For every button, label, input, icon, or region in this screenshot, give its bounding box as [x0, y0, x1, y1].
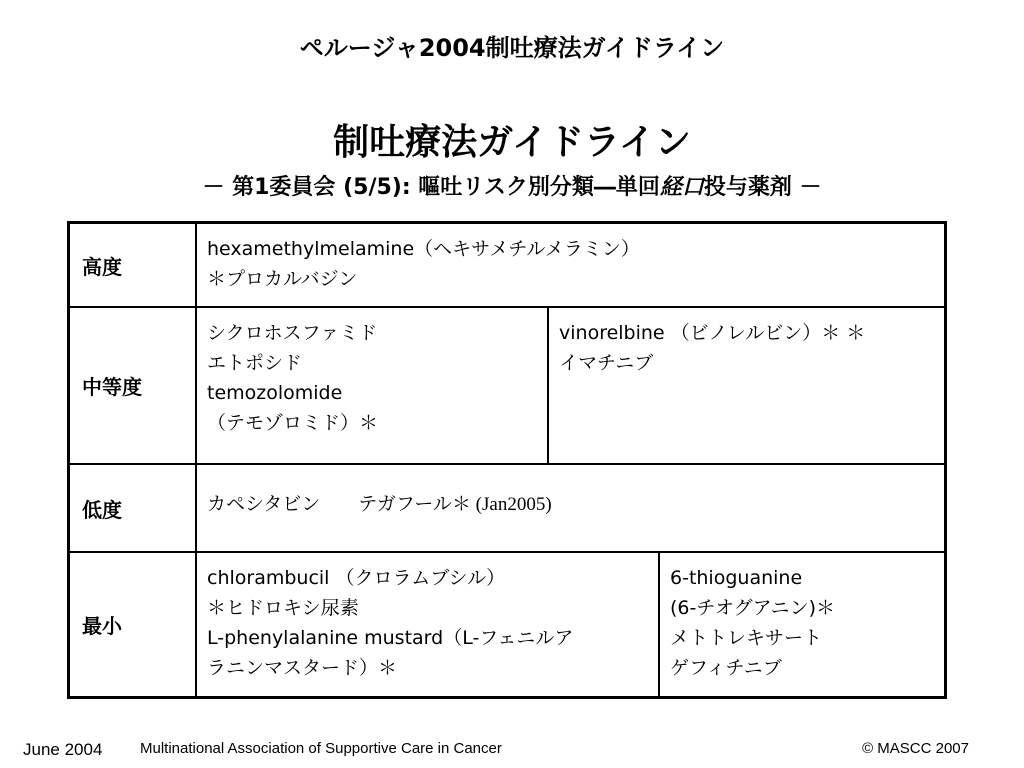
risk-label-high: 高度 [70, 224, 197, 306]
drug-cell [549, 308, 944, 463]
drug-cell [197, 553, 660, 696]
drug-line: vinorelbine （ビノレルビン）＊ ＊ [559, 322, 866, 344]
risk-label-low: 低度 [70, 465, 197, 551]
top-title: ペルージャ2004制吐療法ガイドライン [299, 34, 725, 62]
drug-line: エトポシド [207, 352, 303, 374]
drug-line: L-phenylalanine mustard（L-フェニルア [207, 627, 574, 649]
drug-line: イマチニブ [559, 352, 654, 374]
table-row-moderate [70, 306, 944, 463]
subtitle-italic: 経口 [659, 175, 704, 200]
drug-line: ラニンマスタード）＊ [207, 657, 398, 679]
drug-line: ＊プロカルバジン [207, 268, 358, 290]
emesis-risk-table [67, 221, 947, 699]
drug-cell [197, 224, 944, 306]
drug-line: (6-チオグアニン)＊ [670, 597, 836, 619]
drug-line: ゲフィチニブ [670, 657, 782, 679]
date-note: (Jan2005) [470, 494, 552, 515]
drug-line: 6-thioguanine [670, 567, 803, 589]
drug-line: （テモゾロミド）＊ [207, 412, 379, 434]
drug-cell [660, 553, 944, 696]
risk-label-minimal: 最小 [70, 553, 197, 696]
drug-line: chlorambucil （クロラムブシル） [207, 567, 506, 589]
drug-line: temozolomide [207, 382, 343, 404]
table-row-low [70, 463, 944, 551]
table-row-minimal [70, 551, 944, 696]
footer-copyright: © MASCC 2007 [862, 740, 969, 757]
drug-cell [197, 308, 549, 463]
footer-organization: Multinational Association of Supportive Care in Cancer [140, 740, 502, 757]
risk-label-moderate: 中等度 [70, 308, 197, 463]
drug-line: ＊ヒドロキシ尿素 [207, 597, 359, 619]
subtitle-part-b: 投与薬剤 － [703, 175, 822, 200]
footer-date: June 2004 [23, 740, 103, 759]
drug-line: メトトレキサート [670, 627, 823, 649]
drug-cell [197, 465, 944, 551]
subtitle [0, 170, 1024, 201]
subtitle-part-a: － 第1委員会 (5/5): 嘔吐リスク別分類―単回 [202, 175, 660, 200]
table-row-high [70, 224, 944, 306]
page-title: 制吐療法ガイドライン [333, 122, 691, 163]
drug-line: hexamethylmelamine（ヘキサメチルメラミン） [207, 238, 640, 260]
drug-line: シクロホスファミド [207, 322, 378, 344]
drug-line: カペシタビン テガフール＊ [207, 493, 471, 515]
